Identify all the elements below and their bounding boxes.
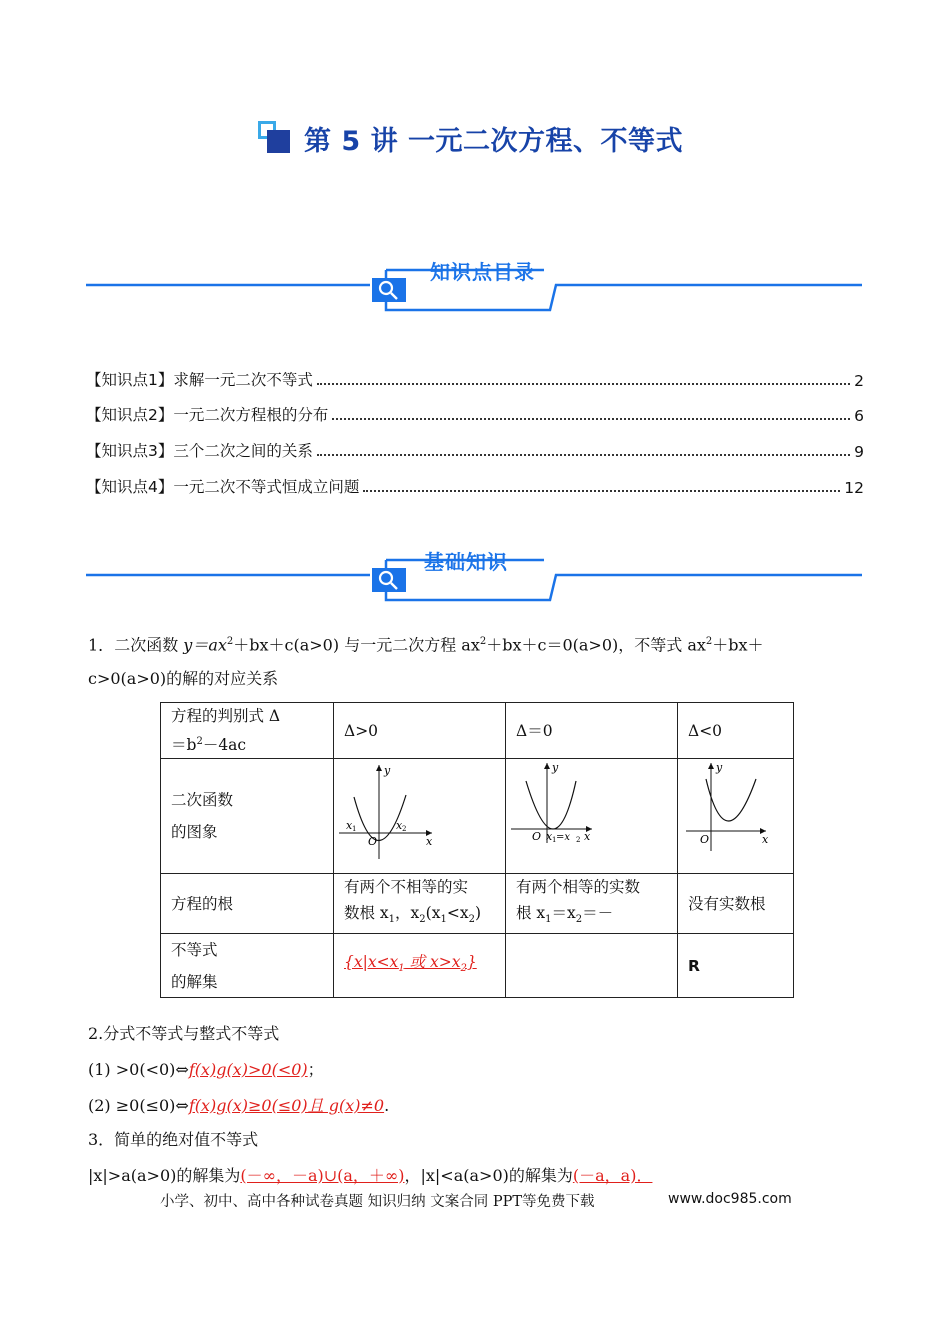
parabola-two-roots-graph [334,759,505,865]
svg-text:x: x [546,830,553,844]
svg-text:O: O [368,835,378,849]
title-block [258,118,683,158]
table-cell: 不等式 的解集 [161,934,334,998]
table-cell: 有两个不相等的实 数根 $x_1$，$x_2(x_1<x_2)$ [334,874,506,934]
table-cell [334,934,506,998]
svg-text:x: x [346,819,353,833]
table-cell: 方程的根 [161,874,334,934]
solution-set-answer: {$x|x<x_1$ 或 $x>x_2$} [344,953,477,975]
toc-item[interactable] [86,399,864,425]
svg-text:y: y [384,764,391,778]
table-cell: 方程的判别式 Δ $=b^2-4ac$ [161,703,334,759]
table-row [161,759,794,874]
table-cell: 没有实数根 [678,874,794,934]
page-title: 第 5 讲 一元二次方程、不等式 [304,125,683,157]
basics-heading: 基础知识 [424,550,508,574]
para-2-line-2: (2) ≥0(≤0)⇔f(x)g(x)≥0(≤0)且 g(x)≠0. [88,1096,390,1115]
toc-item[interactable] [86,364,864,390]
table-row [161,703,794,759]
para-3-line-1: |x|>a(a>0)的解集为(－∞，－a)∪(a，＋∞)，|x|<a(a>0)的解集为(－a，a)． [88,1166,653,1185]
table-cell: 有两个相等的实数 根 $x_1=x_2=-$ [506,874,678,934]
table-row [161,874,794,934]
footer-url[interactable]: www.doc985.com [668,1191,792,1207]
svg-text:O: O [700,833,710,847]
para-2-line-1: (1) >0(<0)⇔f(x)g(x)>0(<0)； [88,1060,324,1079]
graph-cell [678,759,794,874]
graph-cell [506,759,678,874]
svg-text:x: x [396,819,403,833]
table-cell: Δ＝0 [506,703,678,759]
svg-text:2: 2 [402,825,407,834]
svg-text:x: x [426,835,433,849]
toc-item-label: 【知识点1】求解一元二次不等式 [86,371,313,389]
svg-text:1: 1 [552,836,557,845]
toc-item-page: 12 [844,479,864,497]
toc-leader-dots [332,417,850,420]
toc-item-page: 2 [854,372,864,390]
relation-table [160,702,794,998]
svg-text:x: x [762,833,769,847]
table-cell [506,934,678,998]
table-cell: 二次函数 的图象 [161,759,334,874]
toc-item[interactable] [86,471,864,497]
title-square-icon [258,121,292,155]
toc-leader-dots [317,453,850,456]
parabola-one-root-graph [506,759,677,865]
toc-banner [86,258,862,328]
svg-text:2: 2 [576,836,581,845]
svg-text:y: y [716,761,723,775]
para-2-title: 2.分式不等式与整式不等式 [88,1024,280,1043]
para-3-title: 3．简单的绝对值不等式 [88,1130,259,1149]
toc-leader-dots [363,489,840,492]
table-cell: Δ>0 [334,703,506,759]
para-1-line-1: 1．二次函数 $y=ax^2+bx+c(a>0)$ 与一元二次方程 $ax^2+bx+c=0(a>0)$，不等式 $ax^2+bx+$ [88,635,764,655]
svg-text:x: x [584,830,591,844]
graph-cell [334,759,506,874]
toc-item-label: 【知识点3】三个二次之间的关系 [86,442,313,460]
basics-banner [86,548,862,618]
svg-text:y: y [552,761,559,775]
table-row [161,934,794,998]
para-1-line-2: c>0(a>0)的解的对应关系 [88,669,279,688]
toc-item-label: 【知识点2】一元二次方程根的分布 [86,406,329,424]
table-cell: R [678,934,794,998]
toc-item[interactable] [86,435,864,461]
svg-text:O: O [532,830,542,844]
parabola-no-root-graph [678,759,793,865]
table-cell: Δ<0 [678,703,794,759]
svg-text:1: 1 [352,825,357,834]
svg-text:=x: =x [556,832,571,844]
toc-leader-dots [317,382,850,385]
footer-text: 小学、初中、高中各种试卷真题 知识归纳 文案合同 PPT等免费下载 [160,1194,595,1210]
toc-heading: 知识点目录 [430,260,535,284]
toc-item-label: 【知识点4】一元二次不等式恒成立问题 [86,478,360,496]
toc-item-page: 9 [854,443,864,461]
toc-item-page: 6 [854,407,864,425]
